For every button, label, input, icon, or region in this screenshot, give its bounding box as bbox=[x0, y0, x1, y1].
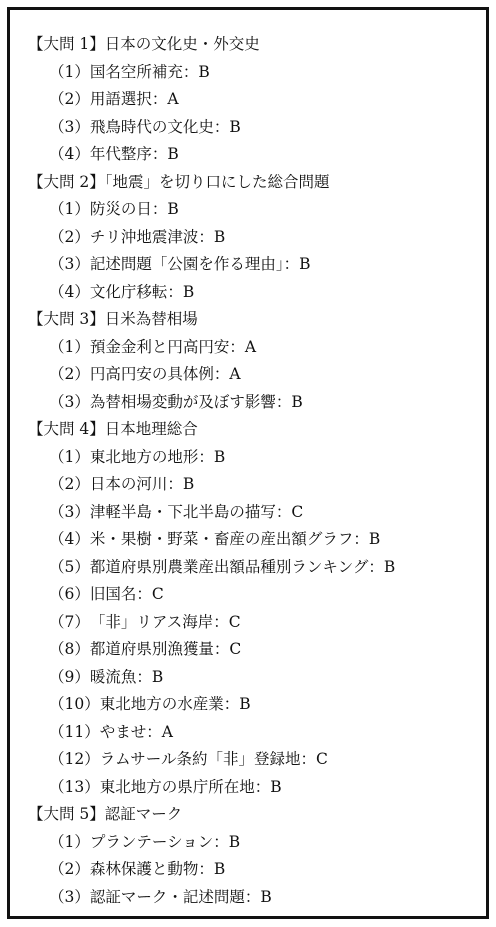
question-item bbox=[28, 884, 482, 912]
question-text: プランテーション：B bbox=[89, 832, 241, 851]
question-text: 東北地方の地形：B bbox=[89, 447, 226, 466]
question-text: 飛鳥時代の文化史：B bbox=[89, 117, 241, 136]
question-item bbox=[28, 86, 482, 114]
question-number: （1） bbox=[49, 200, 90, 218]
question-number: （2） bbox=[49, 475, 90, 493]
question-number: （2） bbox=[49, 365, 90, 383]
question-text: 東北地方の水産業：B bbox=[99, 695, 251, 713]
question-number: （4） bbox=[49, 145, 90, 163]
section-heading: 【大問 1】日本の文化史・外交史 bbox=[28, 35, 260, 53]
question-text: 文化庁移転：B bbox=[89, 282, 195, 301]
question-number: （1） bbox=[49, 337, 90, 356]
question-item bbox=[28, 389, 482, 417]
question-number: （2） bbox=[49, 90, 90, 108]
question-text: 用語選択：A bbox=[89, 90, 179, 108]
question-text: 防災の日：B bbox=[89, 200, 179, 218]
question-number: （4） bbox=[49, 282, 90, 301]
question-item bbox=[28, 334, 482, 362]
question-number: （1） bbox=[49, 62, 90, 81]
question-number: （2） bbox=[49, 227, 90, 246]
question-number: （1） bbox=[49, 447, 90, 466]
question-item bbox=[28, 224, 482, 252]
question-text: 津軽半島・下北半島の描写：C bbox=[89, 502, 304, 521]
question-number: （7） bbox=[49, 612, 90, 631]
question-item bbox=[28, 526, 482, 554]
question-text: 東北地方の県庁所在地：B bbox=[99, 777, 282, 796]
question-number: （3） bbox=[49, 392, 90, 411]
question-number: （8） bbox=[49, 640, 90, 658]
question-text: やませ：A bbox=[99, 722, 173, 741]
question-text: 日本の河川：B bbox=[89, 475, 195, 493]
section-heading: 【大問 4】日本地理総合 bbox=[28, 420, 198, 438]
question-text: 記述問題「公園を作る理由」：B bbox=[89, 255, 311, 273]
question-text: 為替相場変動が及ぼす影響：B bbox=[89, 392, 303, 411]
question-item bbox=[28, 554, 482, 582]
question-item bbox=[28, 774, 482, 802]
question-item bbox=[28, 444, 482, 472]
question-number: （13） bbox=[49, 777, 100, 796]
question-text: 国名空所補充：B bbox=[89, 62, 210, 81]
question-text: 都道府県別農業産出額品種別ランキング：B bbox=[89, 557, 396, 576]
question-item bbox=[28, 691, 482, 719]
question-item bbox=[28, 114, 482, 142]
question-number: （3） bbox=[49, 117, 90, 136]
question-item bbox=[28, 581, 482, 609]
question-number: （11） bbox=[49, 722, 100, 741]
question-list bbox=[28, 31, 482, 911]
section-heading: 【大問 5】認証マーク bbox=[28, 805, 183, 823]
question-item bbox=[28, 251, 482, 279]
question-text: 預金金利と円高円安：A bbox=[89, 337, 257, 356]
question-number: （6） bbox=[49, 585, 90, 603]
question-item bbox=[28, 59, 482, 87]
section-heading: 【大問 3】日米為替相場 bbox=[28, 310, 198, 328]
question-item bbox=[28, 471, 482, 499]
question-text: 米・果樹・野菜・畜産の産出額グラフ：B bbox=[89, 530, 381, 548]
question-number: （4） bbox=[49, 530, 90, 548]
question-text: 「非」リアス海岸：C bbox=[89, 612, 241, 631]
question-number: （3） bbox=[49, 255, 90, 273]
question-item bbox=[28, 664, 482, 692]
question-item bbox=[28, 279, 482, 307]
question-number: （1） bbox=[49, 832, 90, 851]
question-number: （3） bbox=[49, 502, 90, 521]
question-text: 旧国名：C bbox=[89, 585, 164, 603]
question-item bbox=[28, 609, 482, 637]
question-text: 認証マーク・記述問題：B bbox=[89, 887, 272, 906]
question-number: （5） bbox=[49, 557, 90, 576]
document-frame bbox=[7, 7, 489, 919]
question-number: （2） bbox=[49, 860, 90, 878]
question-number: （12） bbox=[49, 750, 100, 768]
question-number: （3） bbox=[49, 887, 90, 906]
question-text: チリ沖地震津波：B bbox=[89, 227, 226, 246]
question-text: 円高円安の具体例：A bbox=[89, 365, 241, 383]
question-number: （9） bbox=[49, 667, 90, 686]
question-text: 都道府県別漁獲量：C bbox=[89, 640, 242, 658]
question-item bbox=[28, 856, 482, 884]
question-item bbox=[28, 499, 482, 527]
question-item bbox=[28, 196, 482, 224]
question-text: 暖流魚：B bbox=[89, 667, 164, 686]
question-item bbox=[28, 636, 482, 664]
question-number: （10） bbox=[49, 695, 100, 713]
question-item bbox=[28, 746, 482, 774]
section-heading: 【大問 2】「地震」を切り口にした総合問題 bbox=[28, 172, 330, 191]
question-item bbox=[28, 829, 482, 857]
question-item bbox=[28, 719, 482, 747]
question-item bbox=[28, 141, 482, 169]
question-text: ラムサール条約「非」登録地：C bbox=[99, 750, 328, 768]
question-text: 森林保護と動物：B bbox=[89, 860, 226, 878]
question-text: 年代整序：B bbox=[89, 145, 179, 163]
question-item bbox=[28, 361, 482, 389]
